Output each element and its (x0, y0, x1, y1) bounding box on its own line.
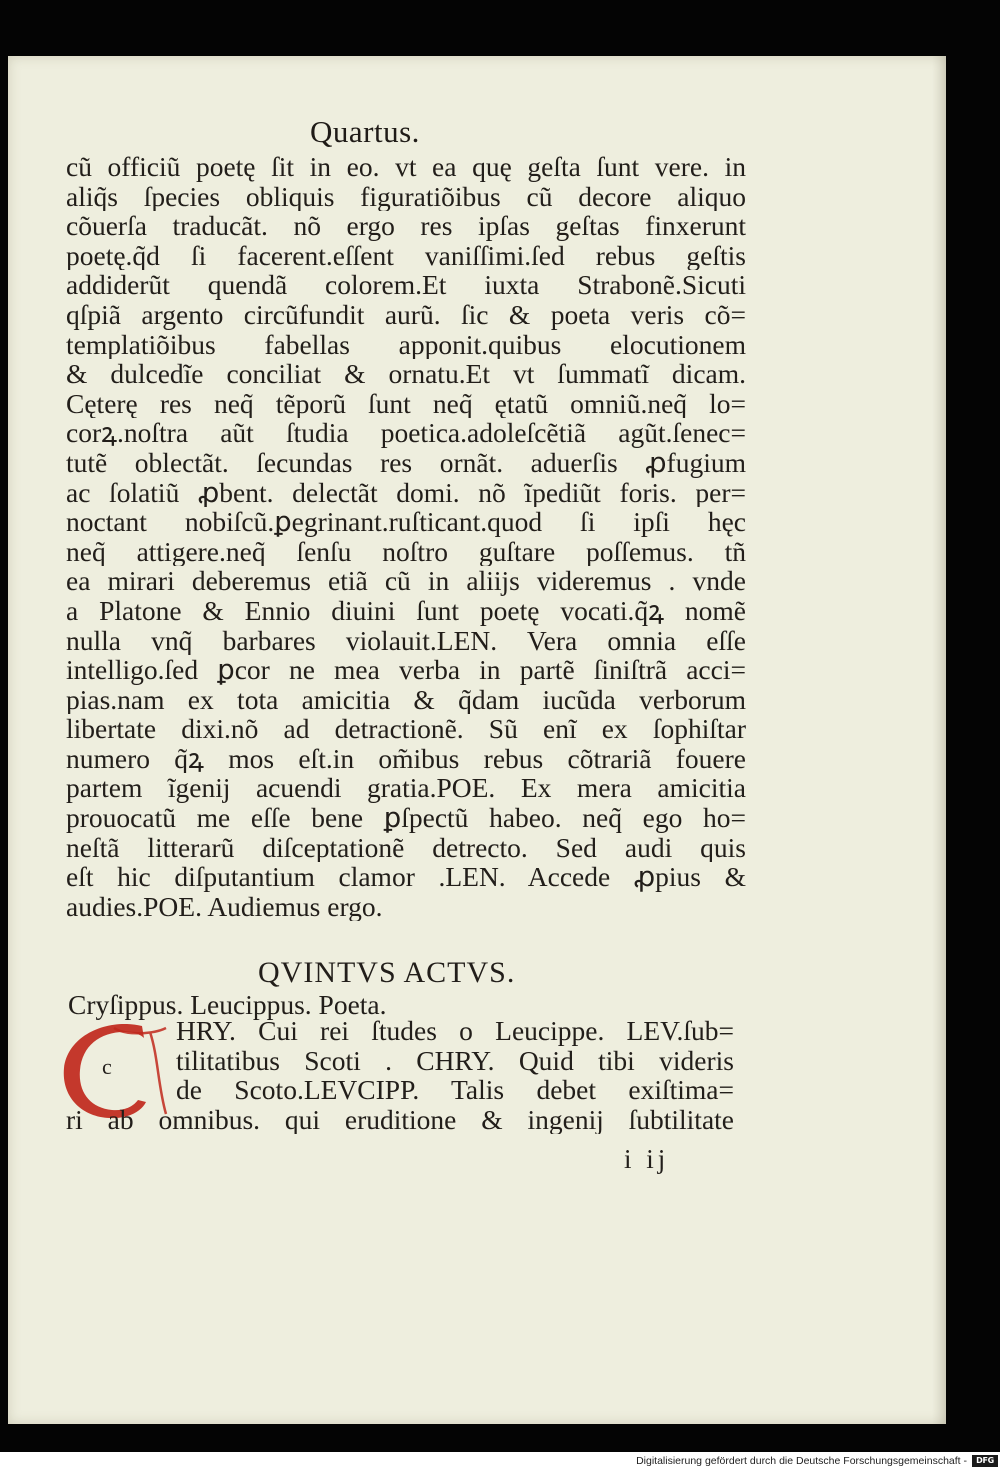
text-line: libertate dixi.nõ ad detractionẽ. Sũ enĩ ex ſophiſtar (66, 714, 746, 744)
text-line: & dulcedĩe conciliat & ornatu.Et vt ſummatĩ dicam. (66, 359, 746, 389)
text-line: de Scoto.LEVCIPP. Talis debet exiſtima= (176, 1075, 734, 1105)
act-text-indented (176, 1016, 734, 1105)
act-title: QVINTVS ACTVS. (258, 956, 516, 989)
text-line: ac ſolatiũ ꝓbent. delectãt domi. nõ ĩpediũt foris. per= (66, 477, 746, 508)
text-line: cũ officiũ poetę ſit in eo. vt ea quę geſta ſunt vere. in (66, 152, 746, 182)
text-line: qſpiã argento circũfundit aurũ. ſic & poeta veris cõ= (66, 299, 746, 330)
footer (636, 1455, 998, 1467)
dramatis-personae: Cryſippus. Leucippus. Poeta. (68, 989, 387, 1020)
signature-mark: i ij (624, 1144, 670, 1174)
act-text-full (66, 1105, 734, 1135)
text-line: intelligo.ſed ꝑcor ne mea verba in partẽ ſiniſtrã acci= (66, 655, 746, 685)
text-line: ea mirari deberemus etiã cũ in aliĳs videremus . vnde (66, 566, 746, 596)
text-line: numero q̃ꝝ mos eſt.in om̃ibus rebus cõtrariã fouere (66, 743, 746, 774)
page-edge-shadow (932, 56, 946, 1424)
main-text-block (66, 152, 746, 921)
text-line: tilitatibus Scoti . CHRY. Quid tibi videris (176, 1045, 734, 1076)
text-line: cõuerſa traducãt. nõ ergo res ipſas geſtas finxerunt (66, 211, 746, 241)
text-line: partem ĩgenĳ acuendi gratia.POE. Ex mera amicitia (66, 773, 746, 804)
text-line: addiderũt quendã colorem.Et iuxta Strabonẽ.Sicuti (66, 270, 746, 300)
running-head: Quartus. (310, 114, 420, 149)
dfg-logo: DFG (972, 1455, 998, 1467)
funding-notice: Digitalisierung gefördert durch die Deutsche Forschungsgemeinschaft - (636, 1455, 967, 1467)
text-line: prouocatũ me eſſe bene ꝑſpectũ habeo. neq̃ ego ho= (66, 803, 746, 833)
text-line: ri ab omnibus. qui eruditione & ingenĳ ſubtilitate (66, 1104, 734, 1135)
text-line: a Platone & Ennio diuini ſunt poetę vocati.q̃ꝝ nomẽ (66, 595, 746, 626)
text-line: tutẽ oblectãt. ſecundas res ornãt. aduerſis ꝓfugium (66, 447, 746, 478)
text-line: Cęterę res neq̃ tẽporũ ſunt neq̃ ętatũ omniũ.neq̃ lo= (66, 388, 746, 419)
text-line: noctant nobiſcũ.ꝑegrinant.ruſticant.quod ſi ipſi hęc (66, 507, 746, 537)
text-line: neſtã litterarũ diſceptationẽ detrecto. Sed audi quis (66, 832, 746, 863)
text-line: nulla vnq̃ barbares violauit.LEN. Vera omnia eſſe (66, 625, 746, 656)
text-line: HRY. Cui rei ſtudes o Leucippe. LEV.ſub= (176, 1016, 734, 1046)
text-line: eſt hic diſputantium clamor .LEN. Accede ꝓpius & (66, 862, 746, 892)
text-line: poetę.q̃d ſi facerent.eſſent vaniſſimi.ſed rebus geſtis (66, 240, 746, 271)
book-page (8, 56, 946, 1424)
text-line: templatiõibus fabellas apponit.quibus elocutionem (66, 329, 746, 360)
text-line: aliq̃s ſpecies obliquis figuratiõibus cũ decore aliquo (66, 181, 746, 212)
guide-letter: c (102, 1054, 112, 1079)
text-line: neq̃ attigere.neq̃ ſenſu noſtro guſtare poſſemus. tñ (66, 536, 746, 567)
text-line: corꝝ.noſtra aũt ſtudia poetica.adoleſcẽtiã agũt.ſenec= (66, 418, 746, 448)
text-line: pias.nam ex tota amicitia & q̃dam iucũda verborum (66, 684, 746, 715)
text-line: audies.POE. Audiemus ergo. (66, 891, 383, 922)
